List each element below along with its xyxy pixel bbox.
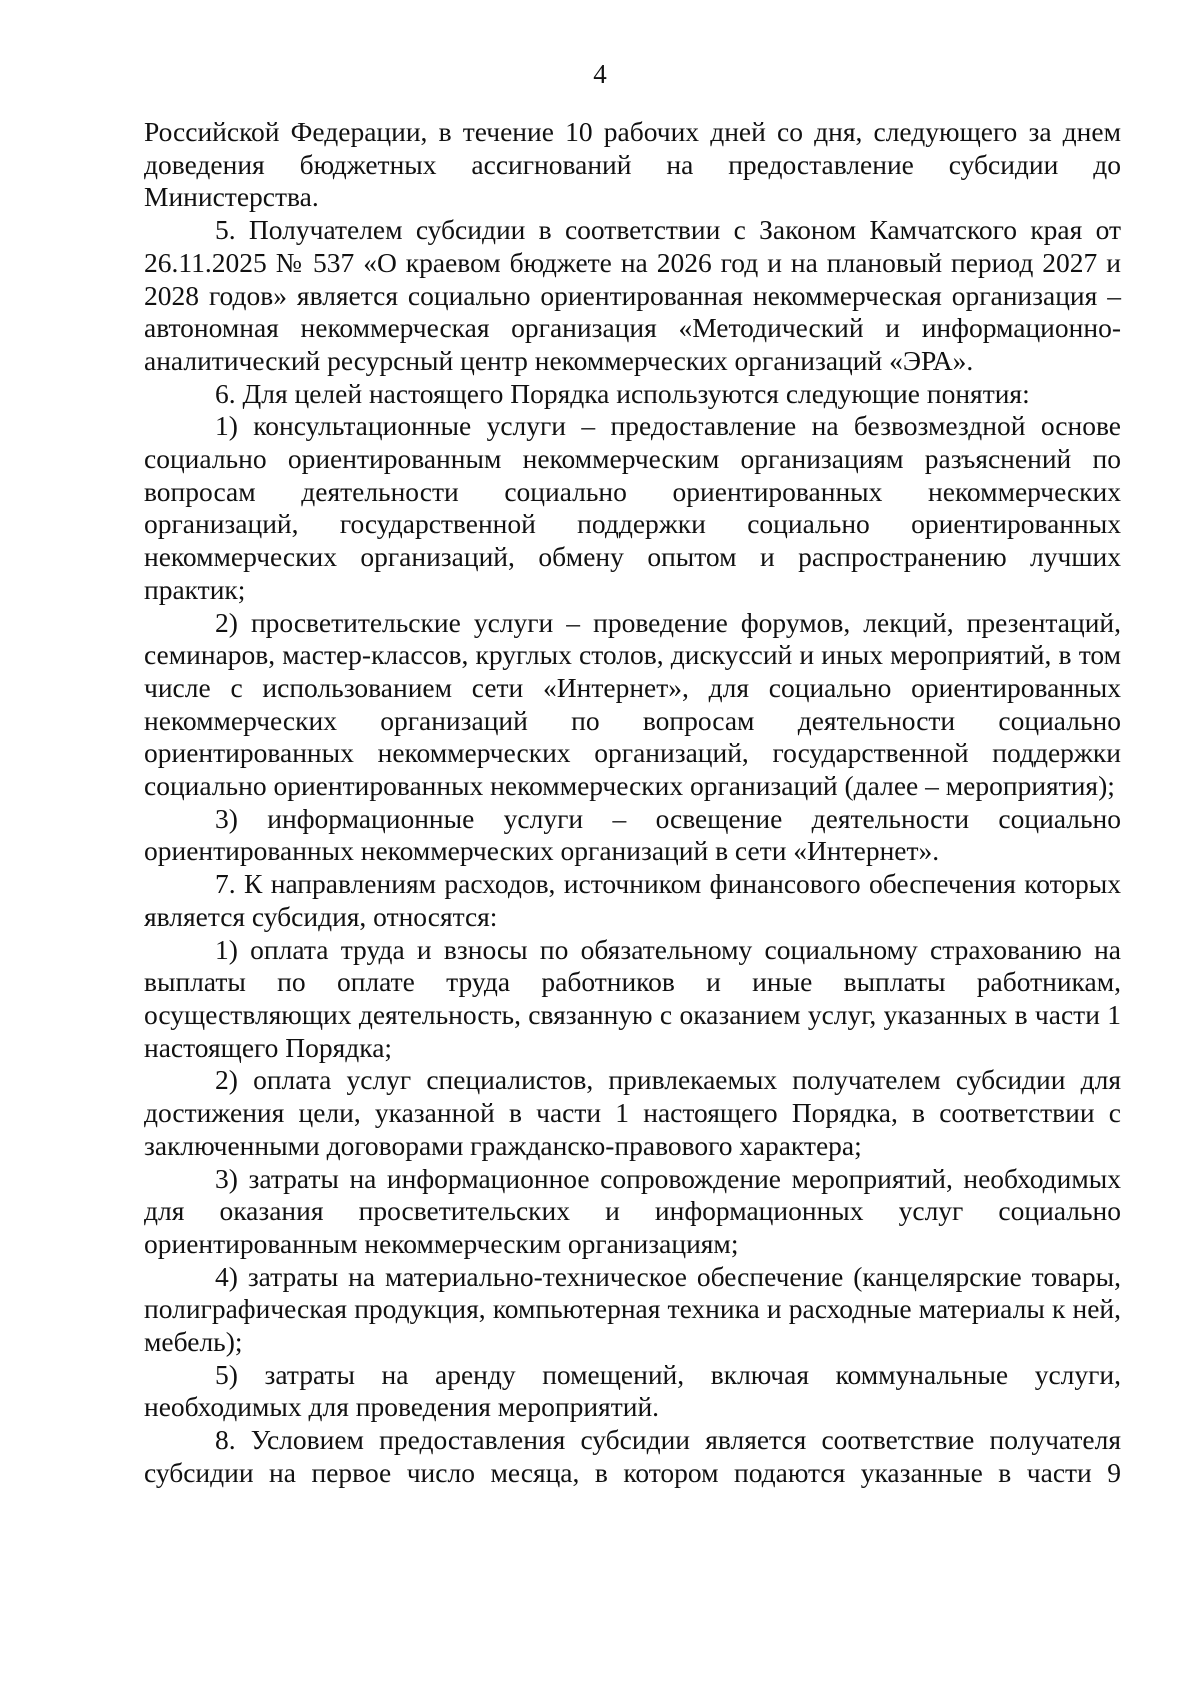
paragraph-6-3-information: 3) информационные услуги – освещение деятельности социально ориентированных некоммерческих организаций в сети «Интернет». <box>144 802 1121 867</box>
document-body <box>144 116 1121 1490</box>
paragraph-7-5-rent: 5) затраты на аренду помещений, включая коммунальные услуги, необходимых для проведения мероприятий. <box>144 1358 1121 1423</box>
page-number: 4 <box>593 59 607 89</box>
paragraph-7-expenses: 7. К направлениям расходов, источником финансового обеспечения которых является субсидия, относятся: <box>144 868 1121 932</box>
paragraph-6-2-educational: 2) просветительские услуги – проведение форумов, лекций, презентаций, семинаров, мастер-классов, круглых столов, дискуссий и иных мероприятий, в том числе с использованием сети «Интернет», для социально ориентированных некоммерческих организаций по вопросам деятельности социально ориентированных некоммерческих организаций, государственной поддержки социально ориентированных некоммерческих организаций (далее – мероприятия); <box>144 606 1121 802</box>
paragraph-7-1-salary: 1) оплата труда и взносы по обязательному социальному страхованию на выплаты по оплате труда работников и иные выплаты работникам, осуществляющих деятельность, связанную с оказанием услуг, указанных в части 1 настоящего Порядка; <box>144 933 1121 1063</box>
paragraph-8-condition: 8. Условием предоставления субсидии является соответствие получателя субсидии на первое число месяца, в котором подаются указанные в части 9 <box>144 1424 1121 1488</box>
paragraph-7-2-specialists: 2) оплата услуг специалистов, привлекаемых получателем субсидии для достижения цели, указанной в части 1 настоящего Порядка, в соответствии с заключенными договорами гражданско-правового характера; <box>144 1064 1121 1161</box>
paragraph-5-recipient: 5. Получателем субсидии в соответствии с Законом Камчатского края от 26.11.2025 № 537 «О краевом бюджете на 2026 год и на плановый период 2027 и 2028 годов» является социально ориентированная некоммерческая организация – автономная некоммерческая организация «Методический и информационно-аналитический ресурсный центр некоммерческих организаций «ЭРА». <box>144 214 1121 376</box>
paragraph-7-4-material: 4) затраты на материально-техническое обеспечение (канцелярские товары, полиграфическая продукция, компьютерная техника и расходные материалы к ней, мебель); <box>144 1260 1121 1358</box>
paragraph-6-definitions: 6. Для целей настоящего Порядка используются следующие понятия: <box>215 377 1030 409</box>
paragraph-6-1-consulting: 1) консультационные услуги – предоставление на безвозмездной основе социально ориентированным некоммерческим организациям разъяснений по вопросам деятельности социально ориентированных некоммерческих организаций, государственной поддержки социально ориентированных некоммерческих организаций, обмену опытом и распространению лучших практик; <box>144 410 1121 605</box>
paragraph-continuation: Российской Федерации, в течение 10 рабочих дней со дня, следующего за днем доведения бюджетных ассигнований на предоставление субсидии до Министерства. <box>144 116 1121 213</box>
paragraph-7-3-info-support: 3) затраты на информационное сопровождение мероприятий, необходимых для оказания просветительских и информационных услуг социально ориентированным некоммерческим организациям; <box>144 1162 1121 1259</box>
